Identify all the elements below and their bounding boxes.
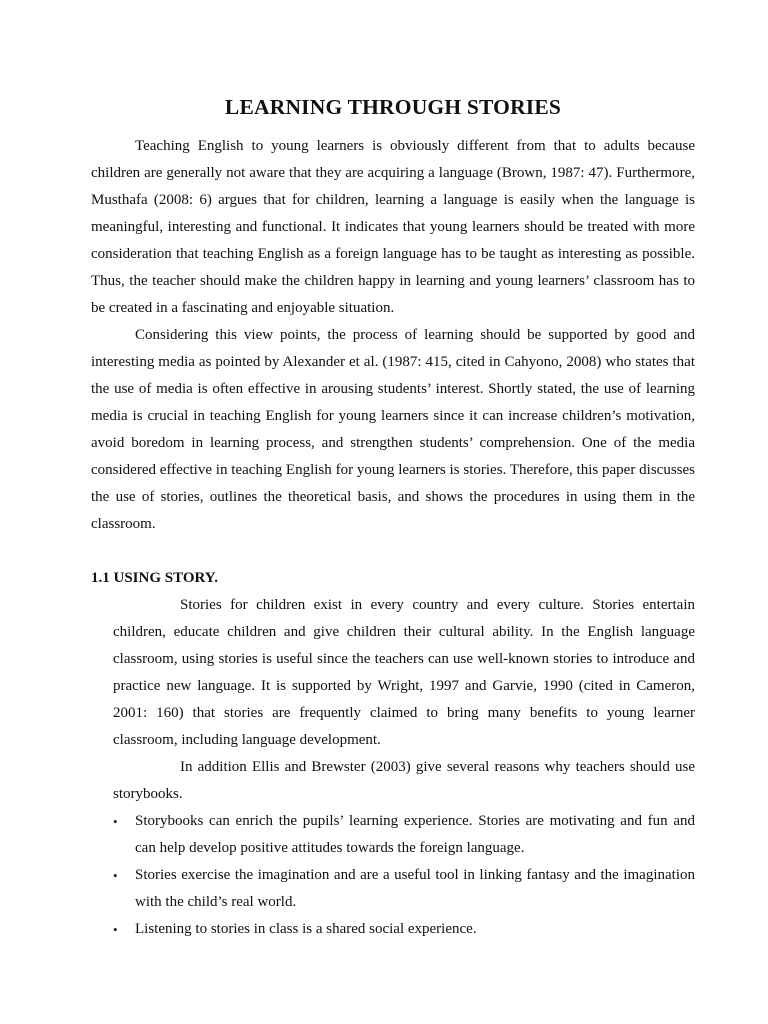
reasons-bullet-list	[113, 808, 695, 943]
bullet-item	[113, 916, 695, 943]
bullet-glyph: •	[113, 868, 118, 883]
section-heading: 1.1 USING STORY.	[91, 570, 219, 586]
bullet-item	[113, 808, 695, 862]
intro-paragraph-2: Considering this view points, the process of learning should be supported by good and interesting media as pointed by Alexander et al. (1987: 415, cited in Cahyono, 2008) who states that the use of media is often effective in arousing students’ interest. Shortly stated, the use of learning media is crucial in teaching English for young learners since it can increase children’s motivation, avoid boredom in learning process, and strengthen students’ comprehension. One of the media considered effective in teaching English for young learners is stories. Therefore, this paper discusses the use of stories, outlines the theoretical basis, and shows the procedures in using them in the classroom.	[91, 327, 695, 532]
bullet-glyph: •	[113, 814, 118, 829]
document-page	[91, 93, 695, 943]
section-body	[113, 592, 695, 943]
bullet-item	[113, 862, 695, 916]
section-paragraph-2: In addition Ellis and Brewster (2003) give several reasons why teachers should use storybooks.	[113, 759, 695, 802]
section-paragraph-1: Stories for children exist in every country and every culture. Stories entertain children, educate children and give children their cultural ability. In the English language classroom, using stories is useful since the teachers can use well-known stories to introduce and practice new language. It is supported by Wright, 1997 and Garvie, 1990 (cited in Cameron, 2001: 160) that stories are frequently claimed to bring many benefits to young learner classroom, including language development.	[113, 597, 695, 748]
bullet-text: Listening to stories in class is a shared social experience.	[135, 921, 477, 937]
bullet-glyph: •	[113, 922, 118, 937]
intro-paragraph-1: Teaching English to young learners is obviously different from that to adults because children are generally not aware that they are acquiring a language (Brown, 1987: 47). Furthermore, Musthafa (2008: 6) argues that for children, learning a language is easily when the language is meaningful, interesting and functional. It indicates that young learners should be treated with more consideration that teaching English as a foreign language has to be taught as interesting as possible. Thus, the teacher should make the children happy in learning and young learners’ classroom has to be created in a fascinating and enjoyable situation.	[91, 138, 695, 316]
bullet-text: Storybooks can enrich the pupils’ learning experience. Stories are motivating and fun and can help develop positive attitudes towards the foreign language.	[135, 813, 695, 856]
bullet-text: Stories exercise the imagination and are a useful tool in linking fantasy and the imagination with the child’s real world.	[135, 867, 695, 910]
document-title: LEARNING THROUGH STORIES	[224, 95, 562, 119]
